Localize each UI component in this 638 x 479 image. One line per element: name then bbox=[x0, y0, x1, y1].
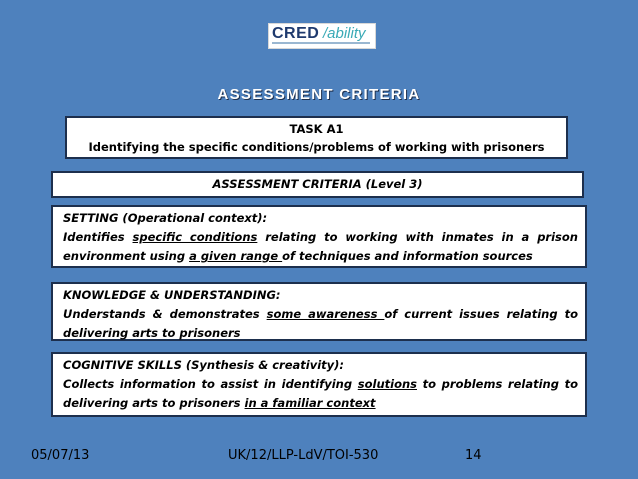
setting-text bbox=[63, 228, 578, 266]
task-description: Identifying the specific conditions/problems of working with prisoners bbox=[88, 140, 545, 154]
cognitive-underlined-text: solutions bbox=[357, 377, 417, 391]
setting-text-part: Identifies bbox=[63, 230, 133, 244]
level-label-box bbox=[51, 171, 584, 198]
cognitive-criteria-box bbox=[51, 352, 587, 417]
cognitive-underlined-text: in a familiar context bbox=[244, 396, 376, 410]
knowledge-text-part: of current issues relating to delivering arts to prisoners bbox=[63, 307, 578, 340]
setting-underlined-text: a given range bbox=[189, 249, 283, 263]
knowledge-criteria-box bbox=[51, 282, 587, 341]
logo-tagline-bar bbox=[272, 42, 370, 44]
level-label: ASSESSMENT CRITERIA (Level 3) bbox=[212, 177, 423, 191]
footer-page-number: 14 bbox=[465, 448, 482, 463]
knowledge-text bbox=[63, 305, 578, 343]
setting-heading: SETTING (Operational context): bbox=[63, 211, 268, 225]
task-heading: TASK A1 bbox=[289, 122, 344, 136]
credability-logo bbox=[268, 23, 376, 49]
footer-project-code: UK/12/LLP-LdV/TOI-530 bbox=[228, 448, 379, 463]
task-box bbox=[65, 116, 568, 159]
cognitive-heading: COGNITIVE SKILLS (Synthesis & creativity): bbox=[63, 358, 345, 372]
footer-date: 05/07/13 bbox=[31, 448, 90, 463]
setting-criteria-box bbox=[51, 205, 587, 268]
cognitive-text bbox=[63, 375, 578, 413]
setting-text-part: relating to working with inmates in a prison environment using bbox=[63, 230, 578, 263]
cognitive-text-part: to problems relating to delivering arts to prisoners bbox=[63, 377, 579, 410]
knowledge-heading: KNOWLEDGE & UNDERSTANDING: bbox=[63, 288, 281, 302]
cognitive-text-part: Collects information to assist in identifying bbox=[63, 377, 358, 391]
logo-accent-text: /ability bbox=[323, 25, 366, 42]
setting-underlined-text: specific conditions bbox=[132, 230, 258, 244]
slide-title: ASSESSMENT CRITERIA bbox=[217, 86, 421, 103]
knowledge-text-part: Understands & demonstrates bbox=[63, 307, 267, 321]
setting-text-part: of techniques and information sources bbox=[282, 249, 533, 263]
knowledge-underlined-text: some awareness bbox=[266, 307, 385, 321]
logo-text: CRED bbox=[272, 25, 320, 42]
